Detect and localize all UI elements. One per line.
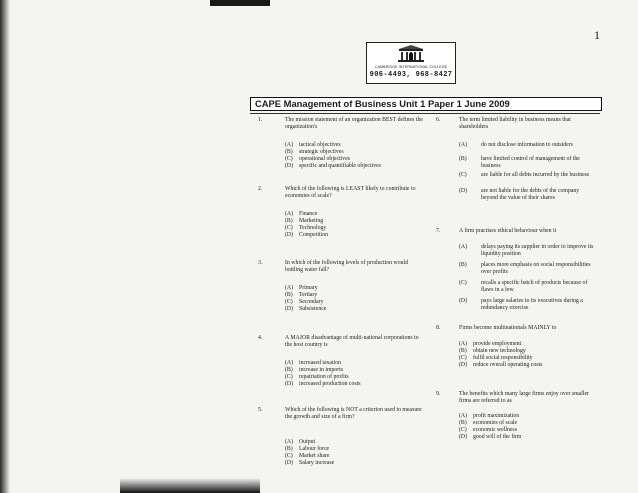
option — [285, 374, 349, 381]
option — [459, 427, 517, 434]
option-text: are not liable for the debts of the company beyond the value of their shares — [481, 188, 580, 201]
option-text: tactical objectives — [299, 142, 341, 148]
paper-title: CAPE Management of Business Unit 1 Paper 1 June 2009 — [250, 97, 602, 111]
option-label: (C) — [459, 280, 467, 286]
option-text: Secondary — [299, 299, 324, 305]
option — [285, 285, 318, 292]
question-number: 1. — [258, 117, 263, 123]
page-number: 1 — [594, 28, 600, 42]
option — [459, 188, 597, 202]
option-label: (B) — [459, 420, 467, 426]
option-text: Marketing — [299, 218, 324, 224]
option-text: pays large salaries to its executives during a redundancy exercise — [481, 298, 583, 311]
option-label: (D) — [459, 298, 468, 304]
option-label: (D) — [285, 232, 294, 238]
option-label: (D) — [285, 163, 294, 169]
option — [285, 149, 344, 156]
option-label: (C) — [285, 374, 293, 380]
option — [459, 142, 597, 149]
option-label: (B) — [285, 218, 293, 224]
college-building-icon — [397, 45, 425, 63]
option-label: (B) — [285, 292, 293, 298]
question-number: 7. — [436, 228, 441, 234]
question-number: 3. — [258, 260, 263, 266]
option-text: delays paying its supplier in order to improve its liquidity position — [481, 244, 594, 257]
option — [285, 446, 329, 453]
option-label: (C) — [285, 225, 293, 231]
option — [285, 225, 326, 232]
option-label: (C) — [459, 172, 467, 178]
question-number: 2. — [258, 186, 263, 192]
option-text: Finance — [299, 211, 318, 217]
question-text: A MAJOR disadvantage of multi-national corporations to the host country is — [285, 335, 419, 348]
option — [285, 306, 326, 313]
option-label: (D) — [459, 362, 468, 368]
question-number: 4. — [258, 335, 263, 341]
option — [285, 211, 317, 218]
option-text: Salary increase — [299, 460, 335, 466]
option-label: (A) — [459, 142, 468, 148]
option-label: (D) — [285, 306, 294, 312]
option-label: (D) — [285, 381, 294, 387]
option-label: (B) — [285, 367, 293, 373]
option — [285, 232, 328, 239]
question-text: In which of the following levels of production would bottling water fall? — [285, 260, 408, 273]
question-text: The benefits which many large firms enjoy over smaller firms are referred to as — [459, 391, 589, 404]
option — [285, 367, 343, 374]
option — [285, 360, 341, 367]
option-label: (B) — [285, 149, 293, 155]
option-label: (A) — [285, 285, 294, 291]
option-label: (C) — [285, 453, 293, 459]
option-label: (A) — [285, 360, 294, 366]
logo-phone: 906-4493, 968-8427 — [369, 71, 453, 79]
question-text: Which of the following is LEAST likely to contribute to economies of scale? — [285, 186, 416, 199]
option-text: economic wellness — [473, 427, 517, 433]
option — [285, 218, 323, 225]
option — [459, 280, 597, 294]
option-label: (A) — [285, 211, 294, 217]
option-text: are liable for all debts incurred by the business — [481, 172, 590, 178]
option-label: (B) — [459, 348, 467, 354]
option — [285, 292, 317, 299]
question-text: Which of the following is NOT a criterion used to measure the growth and size of a firm? — [285, 407, 422, 420]
option — [459, 420, 517, 427]
option — [459, 355, 533, 362]
question-number: 5. — [258, 407, 263, 413]
option-text: fulfil social responsibility — [473, 355, 533, 361]
option — [285, 453, 329, 460]
option-text: do not disclose information to outsiders — [481, 142, 573, 148]
option-text: provide employment — [473, 341, 522, 347]
option-text: increased production costs — [299, 381, 361, 387]
option-text: Primary — [299, 285, 318, 291]
question-text: The mission statement of an organization BEST defines the organization's — [285, 117, 423, 130]
option-text: operational objectives — [299, 156, 351, 162]
option-text: Labour force — [299, 446, 330, 452]
option-label: (B) — [459, 262, 467, 268]
option — [285, 439, 315, 446]
option — [459, 156, 597, 170]
option-label: (A) — [285, 439, 294, 445]
college-logo — [366, 42, 456, 84]
title-rule — [250, 113, 600, 114]
option-label: (A) — [459, 341, 468, 347]
option-text: have limited control of management of the business — [481, 156, 580, 169]
option-text: good will of the firm — [473, 434, 522, 440]
option-text: Competition — [299, 232, 328, 238]
option — [459, 298, 597, 312]
option-label: (A) — [459, 413, 468, 419]
option — [459, 413, 519, 420]
option — [285, 299, 323, 306]
option-text: economies of scale — [473, 420, 518, 426]
option-label: (B) — [285, 446, 293, 452]
question-text: Firms become multinationals MAINLY to — [459, 325, 557, 331]
option-text: strategic objectives — [299, 149, 344, 155]
option — [459, 244, 597, 258]
option-label: (C) — [459, 427, 467, 433]
option — [459, 172, 597, 179]
question-text: A firm practises ethical behaviour when it — [459, 228, 557, 234]
option-text: obtain new technology — [473, 348, 526, 354]
option-label: (B) — [459, 156, 467, 162]
option-text: repatriation of profits — [299, 374, 349, 380]
option-text: Tertiary — [299, 292, 318, 298]
scan-edge-shadow-bottom — [120, 478, 260, 493]
logo-tagline: CAMBRIDGE INTERNATIONAL COLLEGE — [374, 65, 448, 69]
option-text: increase in imports — [299, 367, 344, 373]
option — [459, 434, 521, 441]
option — [285, 460, 334, 467]
option-text: Technology — [299, 225, 327, 231]
option — [459, 362, 542, 369]
option — [459, 262, 597, 276]
option-text: recalls a specific batch of products because of flaws in a few — [481, 280, 588, 293]
option-label: (C) — [459, 355, 467, 361]
option-label: (D) — [459, 434, 468, 440]
option-label: (A) — [459, 244, 468, 250]
option — [459, 348, 526, 355]
option — [285, 381, 361, 388]
scan-edge-shadow-top — [210, 0, 270, 6]
option-label: (D) — [285, 460, 294, 466]
option-text: places more emphasis on social responsibilities over profits — [481, 262, 591, 275]
option-text: increased taxation — [299, 360, 342, 366]
option-text: Market share — [299, 453, 330, 459]
option-label: (D) — [459, 188, 468, 194]
option-text: profit maximization — [473, 413, 520, 419]
option — [459, 341, 521, 348]
option-text: Output — [299, 439, 316, 445]
question-number: 8. — [436, 325, 441, 331]
scan-edge-shadow — [0, 0, 10, 493]
option-text: specific and quantifiable objectives — [299, 163, 381, 169]
option — [285, 156, 350, 163]
option — [285, 142, 341, 149]
option-text: reduce overall operating costs — [473, 362, 543, 368]
option-label: (A) — [285, 142, 294, 148]
question-number: 9. — [436, 391, 441, 397]
question-text: The term limited liability in business means that shareholders — [459, 117, 571, 130]
option — [285, 163, 381, 170]
option-text: Subsistence — [299, 306, 327, 312]
option-label: (C) — [285, 299, 293, 305]
option-label: (C) — [285, 156, 293, 162]
question-number: 6. — [436, 117, 441, 123]
